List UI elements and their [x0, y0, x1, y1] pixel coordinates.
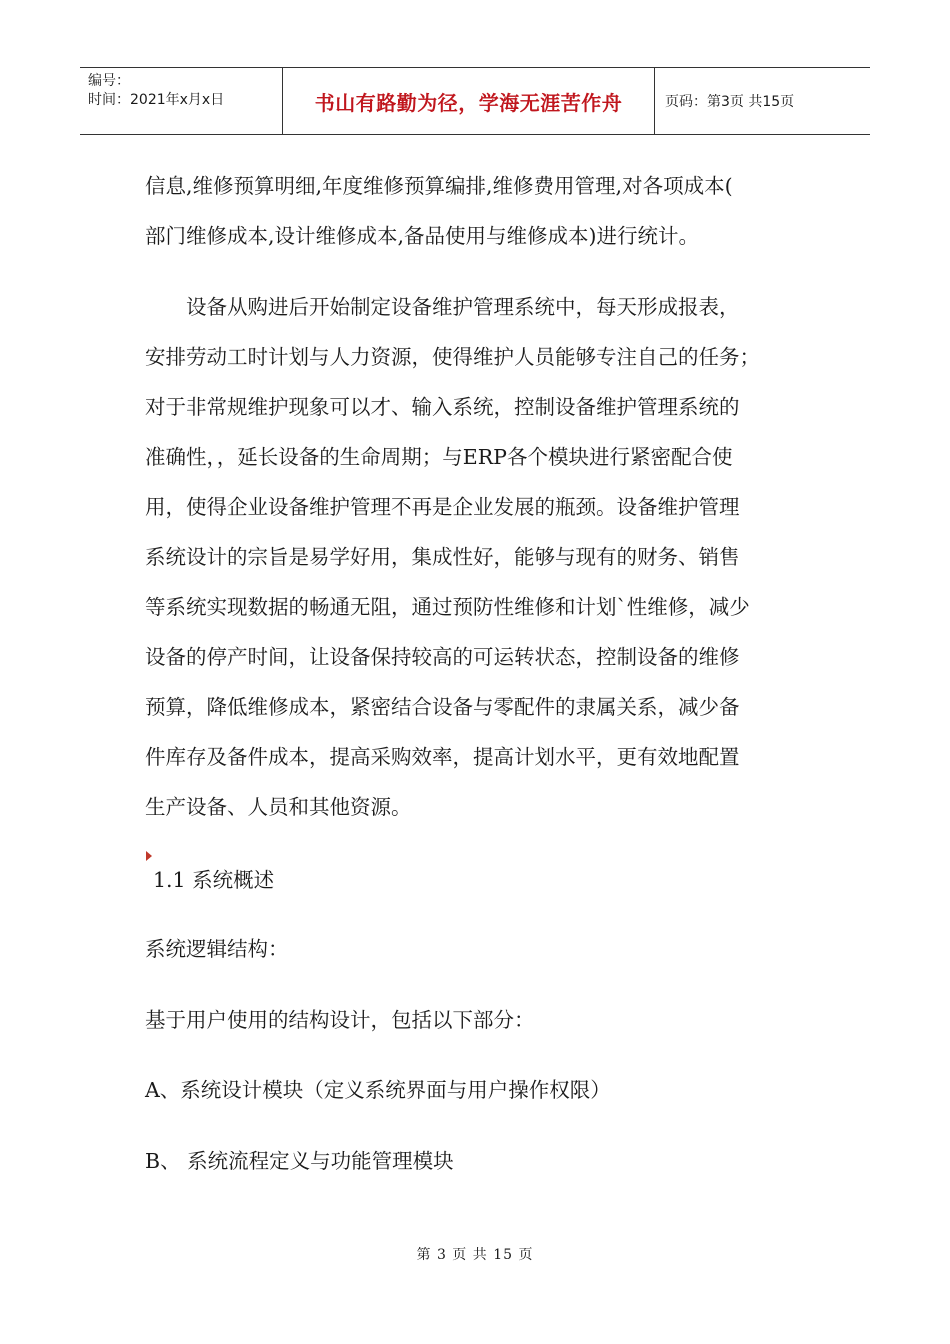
- text-line: 预算，降低维修成本，紧密结合设备与零配件的隶属关系，减少备: [145, 695, 740, 719]
- header-page-info: 页码：第3页 共15页: [665, 94, 795, 110]
- heading-marker-icon: [146, 851, 152, 861]
- paragraph-system-description: [145, 282, 815, 832]
- structure-intro: 基于用户使用的结构设计，包括以下部分：: [145, 1008, 535, 1032]
- header-motto: 书山有路勤为径，学海无涯苦作舟: [283, 68, 655, 134]
- text-line: 部门维修成本,设计维修成本,备品使用与维修成本)进行统计。: [145, 224, 700, 248]
- header-meta: [80, 68, 283, 134]
- text-line: 等系统实现数据的畅通无阻，通过预防性维修和计划`性维修，减少: [145, 595, 750, 619]
- logic-structure-label: 系统逻辑结构：: [145, 937, 289, 961]
- page-header: [80, 67, 870, 135]
- text-line: 对于非常规维护现象可以才、输入系统，控制设备维护管理系统的: [145, 395, 740, 419]
- text-line: 信息,维修预算明细,年度维修预算编排,维修费用管理,对各项成本(: [145, 174, 733, 198]
- paragraph-cost-statistics: [145, 161, 815, 261]
- document-date: 时间：2021年x月x日: [88, 92, 225, 108]
- document-number-label: 编号：: [88, 73, 130, 89]
- text-line: 准确性，，延长设备的生命周期；与ERP各个模块进行紧密配合使: [145, 445, 733, 469]
- list-item-b: B、 系统流程定义与功能管理模块: [145, 1149, 454, 1173]
- list-item-a: A、系统设计模块（定义系统界面与用户操作权限）: [145, 1078, 611, 1102]
- text-line: 安排劳动工时计划与人力资源，使得维护人员能够专注自己的任务；: [145, 345, 760, 369]
- text-line: 生产设备、人员和其他资源。: [145, 795, 412, 819]
- text-line: 件库存及备件成本，提高采购效率，提高计划水平，更有效地配置: [145, 745, 740, 769]
- text-line: 设备的停产时间，让设备保持较高的可运转状态，控制设备的维修: [145, 645, 740, 669]
- text-line: 系统设计的宗旨是易学好用，集成性好，能够与现有的财务、销售: [145, 545, 740, 569]
- text-line: 用，使得企业设备维护管理不再是企业发展的瓶颈。设备维护管理: [145, 495, 740, 519]
- page-footer: 第 3 页 共 15 页: [416, 1247, 534, 1263]
- section-heading: 1.1 系统概述: [153, 868, 275, 892]
- text-line: 设备从购进后开始制定设备维护管理系统中，每天形成报表，: [145, 295, 740, 319]
